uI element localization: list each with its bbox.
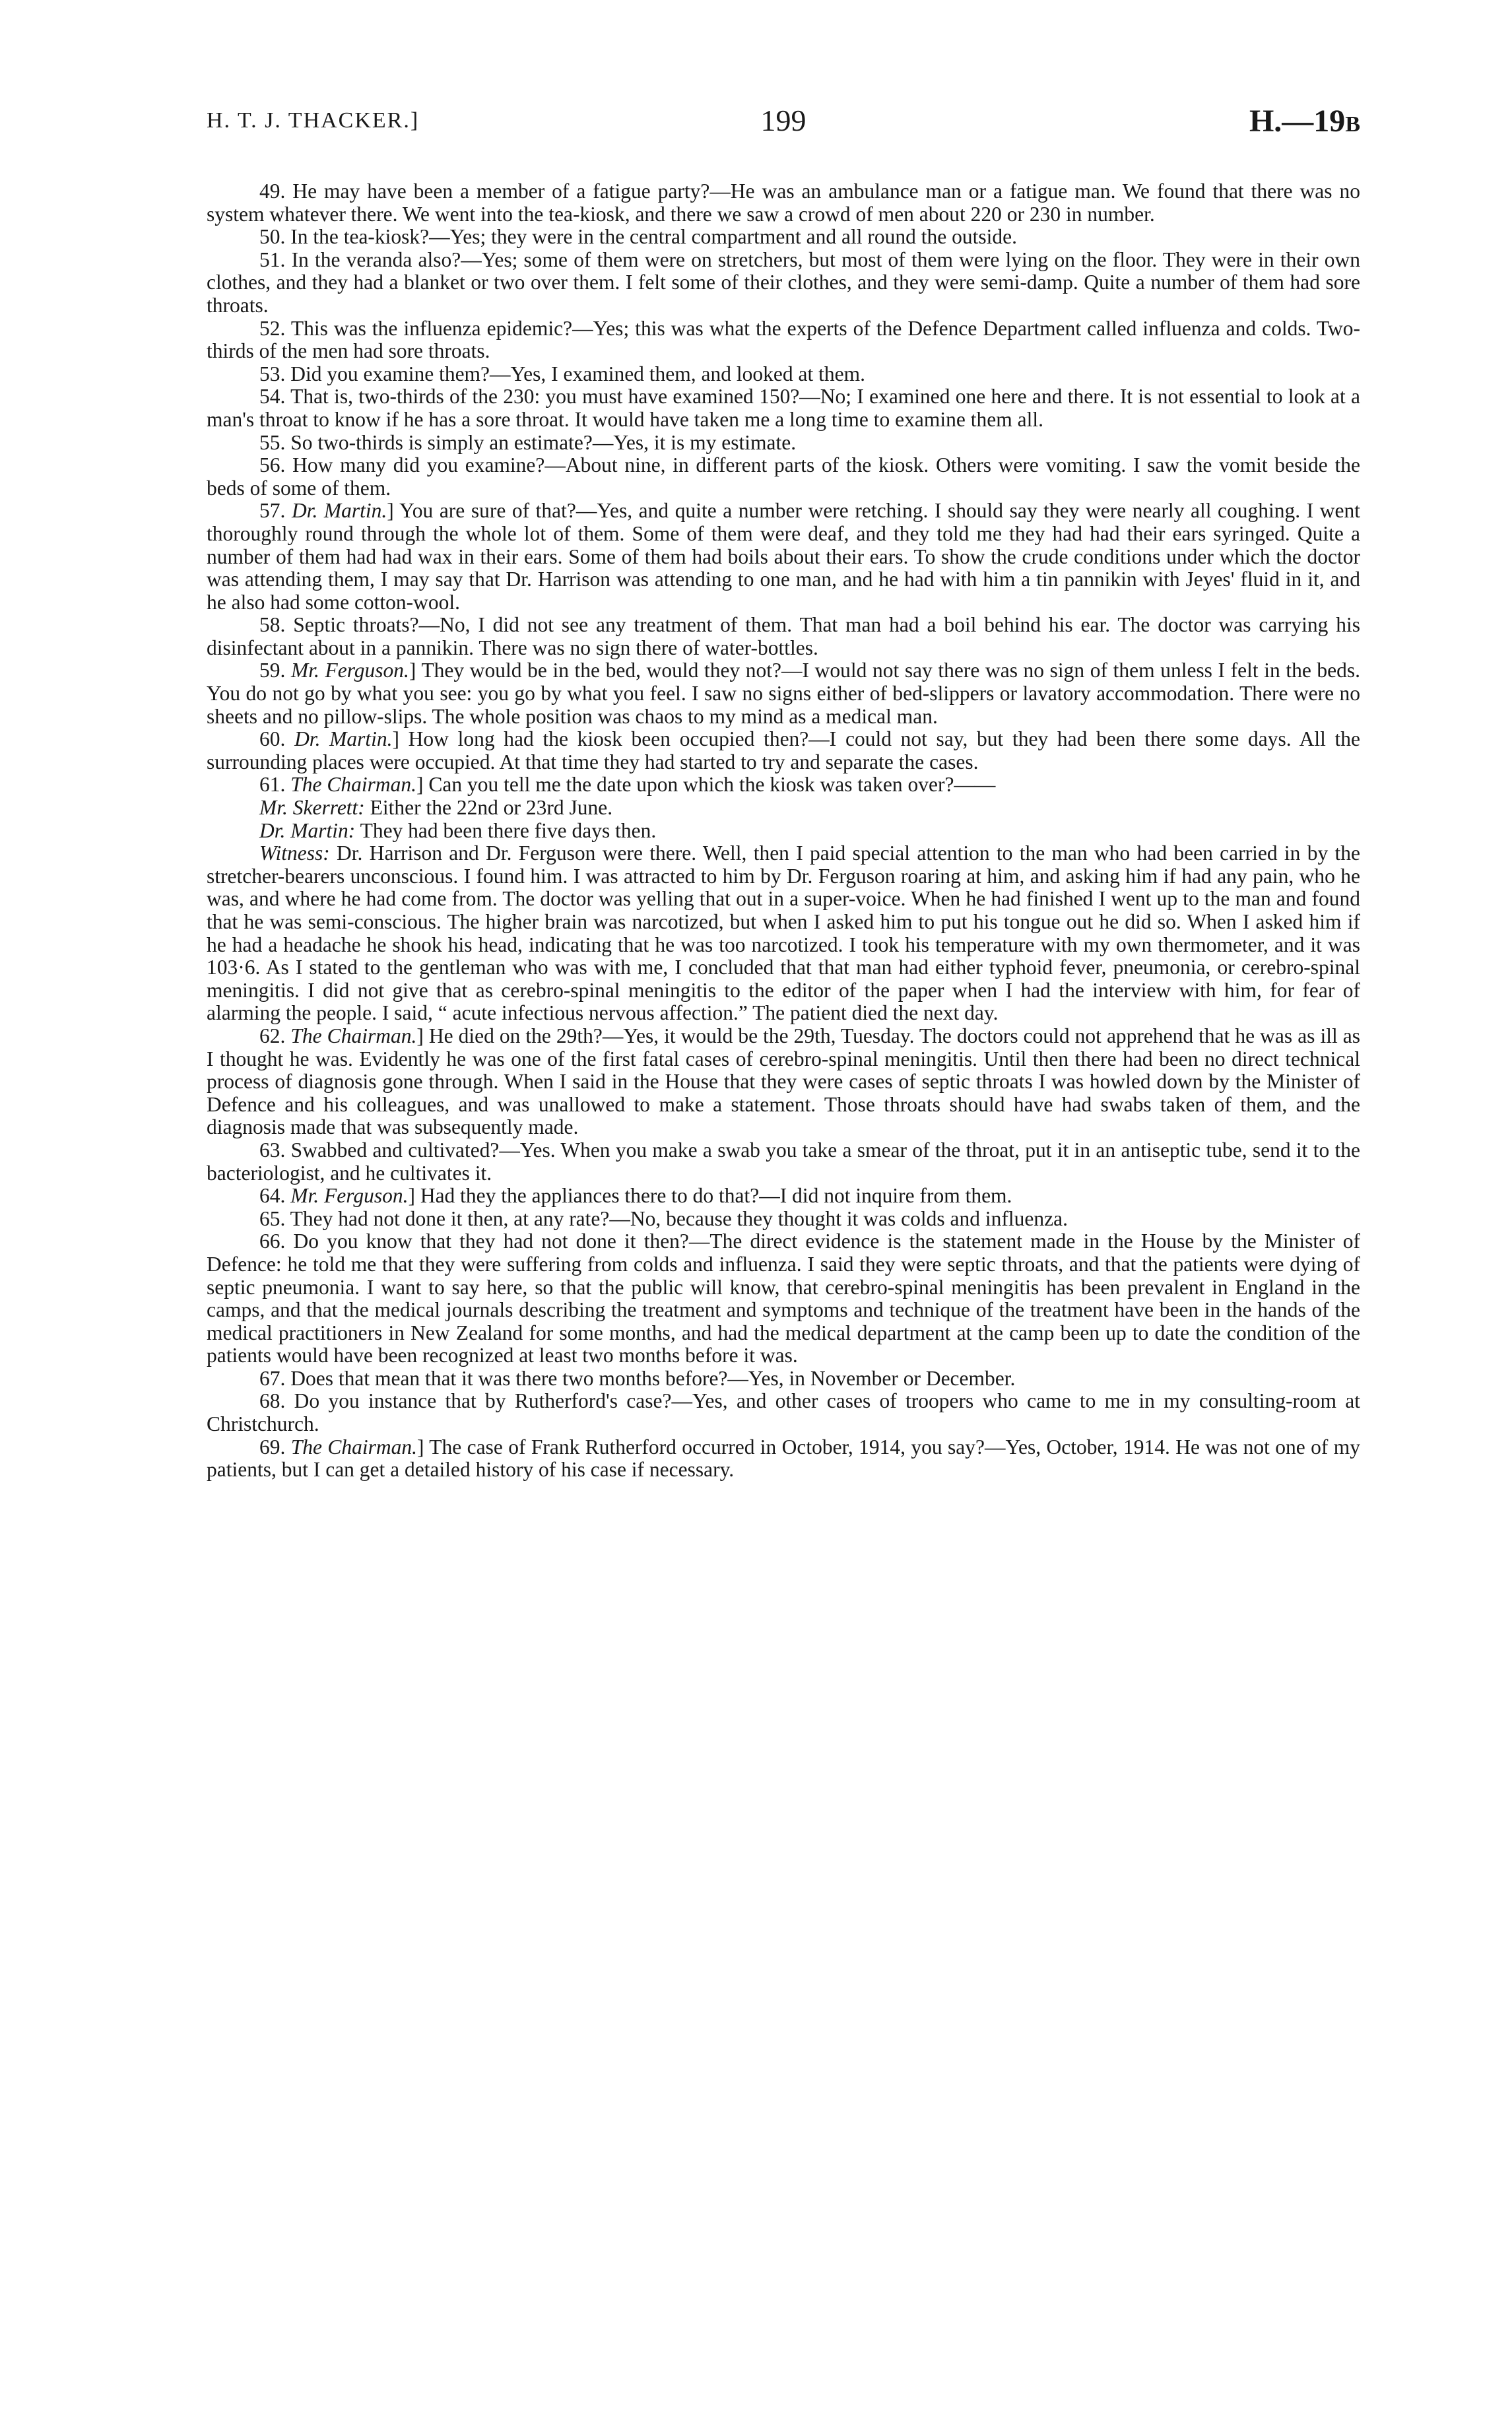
paragraph-61: 61. The Chairman.] Can you tell me the date upon which the kiosk was taken over?—— xyxy=(259,773,996,797)
paragraph-63: 63. Swabbed and cultivated?—Yes. When you make a swab you take a smear of the throat, put it in an antiseptic tube, send it to the bacteriologist, and he cultivates it. xyxy=(207,1138,1360,1185)
paragraph-52: 52. This was the influenza epidemic?—Yes; this was what the experts of the Defence Department called influenza and colds. Two-thirds of the men had sore throats. xyxy=(207,316,1360,363)
paragraph-56: 56. How many did you examine?—About nine, in different parts of the kiosk. Others were vomiting. I saw the vomit beside the beds of some of them. xyxy=(207,453,1360,500)
speaker-name: Mr. Skerrett: xyxy=(259,796,365,820)
document-reference: H.—19B xyxy=(1249,104,1360,139)
paragraph-54: 54. That is, two-thirds of the 230: you must have examined 150?—No; I examined one here and there. It is not essential to look at a man's throat to know if he has a sore throat. It would have taken me a long time to examine them all. xyxy=(207,385,1360,431)
paragraph-skerrett: Mr. Skerrett: Either the 22nd or 23rd June. xyxy=(259,796,613,820)
speaker-name: The Chairman. xyxy=(290,1024,417,1047)
paragraph-66: 66. Do you know that they had not done it then?—The direct evidence is the statement made in the House by the Minister of Defence: he told me that they were suffering from colds and influenza. I said they were septic throats, and that the patients were dying of septic pneumonia. I want to say here, so that the public will know, that cerebro-spinal meningitis has been prevalent in England in the camps, and that the medical journals describing the treatment and symptoms and technique of the treatment have been in the hands of the medical practitioners in New Zealand for some months, and had the medical department at the camp been up to date the condition of the patients would have been recognized at least two months before it was. xyxy=(207,1230,1360,1367)
paragraph-65: 65. They had not done it then, at any rate?—No, because they thought it was colds and influenza. xyxy=(259,1206,1068,1230)
transcript-body xyxy=(207,180,1360,1482)
page-header xyxy=(207,103,1360,143)
speaker-name: Witness: xyxy=(259,841,330,865)
paragraph-51: 51. In the veranda also?—Yes; some of them were on stretchers, but most of them were lying on the floor. They were in their own clothes, and they had a blanket or two over them. I felt some of their clothes, and they were semi-damp. Quite a number of them had sore throats. xyxy=(207,247,1360,317)
speaker-name: Dr. Martin: xyxy=(259,818,356,842)
speaker-name: Dr. Martin. xyxy=(291,499,387,523)
paragraph-53: 53. Did you examine them?—Yes, I examined them, and looked at them. xyxy=(259,362,865,385)
paragraph-witness: Witness: Dr. Harrison and Dr. Ferguson were there. Well, then I paid special attention to the man who had been carried in by the stretcher-bearers unconscious. I found him. I was attracted to him by Dr. Ferguson roaring at him, and asking him if had any pain, who he was, and where he had come from. The doctor was yelling that out in a super-voice. When he had finished I went up to the man and found that he was semi-conscious. The higher brain was narcotized, but when I asked him to put his tongue out he did so. When I asked him if he had a headache he shook his head, indicating that he was too narcotized. I took his temperature with my own thermometer, and it was 103·6. As I stated to the gentleman who was with me, I concluded that that man had either typhoid fever, pneumonia, or cerebro-spinal meningitis. I did not give that as cerebro-spinal meningitis to the editor of the paper when I had the interview with him, for fear of alarming the people. I said, “ acute infectious nervous affection.” The patient died the next day. xyxy=(207,841,1360,1025)
speaker-name: The Chairman. xyxy=(290,1435,418,1459)
paragraph-49: 49. He may have been a member of a fatigue party?—He was an ambulance man or a fatigue man. We found that there was no system whatever there. We went into the tea-kiosk, and there we saw a crowd of men about 220 or 230 in number. xyxy=(207,180,1360,226)
witness-name-header: H. T. J. THACKER.] xyxy=(207,108,420,133)
page-number: 199 xyxy=(760,104,806,137)
paragraph-60: 60. Dr. Martin.] How long had the kiosk been occupied then?—I could not say, but they had been there some days. All the surrounding places were occupied. At that time they had started to try and separate the cases. xyxy=(207,727,1360,773)
paragraph-martin: Dr. Martin: They had been there five days then. xyxy=(259,818,657,842)
paragraph-58: 58. Septic throats?—No, I did not see any treatment of them. That man had a boil behind his ear. The doctor was carrying his disinfectant about in a pannikin. There was no sign there of water-bottles. xyxy=(207,613,1360,659)
speaker-name: Dr. Martin. xyxy=(294,727,393,751)
paragraph-64: 64. Mr. Ferguson.] Had they the appliances there to do that?—I did not inquire from them. xyxy=(259,1184,1012,1208)
paragraph-67: 67. Does that mean that it was there two months before?—Yes, in November or December. xyxy=(259,1366,1016,1390)
paragraph-55: 55. So two-thirds is simply an estimate?—Yes, it is my estimate. xyxy=(259,430,797,454)
paragraph-68: 68. Do you instance that by Rutherford's case?—Yes, and other cases of troopers who came to me in my consulting-room at Christchurch. xyxy=(207,1389,1360,1436)
paragraph-59: 59. Mr. Ferguson.] They would be in the bed, would they not?—I would not say there was no sign of them unless I felt in the beds. You do not go by what you see: you go by what you feel. I saw no signs either of bed-slippers or lavatory accommodation. There were no sheets and no pillow-slips. The whole position was chaos to my mind as a medical man. xyxy=(207,659,1361,728)
paragraph-69: 69. The Chairman.] The case of Frank Rutherford occurred in October, 1914, you say?—Yes, October, 1914. He was not one of my patients, but I can get a detailed history of his case if necessary. xyxy=(207,1435,1360,1482)
paragraph-62: 62. The Chairman.] He died on the 29th?—Yes, it would be the 29th, Tuesday. The doctors could not apprehend that he was as ill as I thought he was. Evidently he was one of the first fatal cases of cerebro-spinal meningitis. Until then there had been no direct technical process of diagnosis gone through. When I said in the House that they were cases of septic throats I was howled down by the Minister of Defence and his colleagues, and was unallowed to make a statement. Those throats should have had swabs taken of them, and the diagnosis made that was subsequently made. xyxy=(207,1024,1360,1139)
speaker-name: The Chairman. xyxy=(290,773,417,797)
paragraph-57: 57. Dr. Martin.] You are sure of that?—Yes, and quite a number were retching. I should say they were nearly all coughing. I went thoroughly round through the whole lot of them. Some of them were deaf, and they told me they had had their ears syringed. Quite a number of them had had wax in their ears. Some of them had boils about their ears. To show the crude conditions under which the doctor was attending them, I may say that Dr. Harrison was attending to one man, and he had with him a tin pannikin with Jeyes' fluid in it, and he also had some cotton-wool. xyxy=(207,499,1360,614)
paragraph-50: 50. In the tea-kiosk?—Yes; they were in the central compartment and all round the outside. xyxy=(259,225,1017,249)
speaker-name: Mr. Ferguson. xyxy=(290,659,409,682)
speaker-name: Mr. Ferguson. xyxy=(290,1184,409,1208)
